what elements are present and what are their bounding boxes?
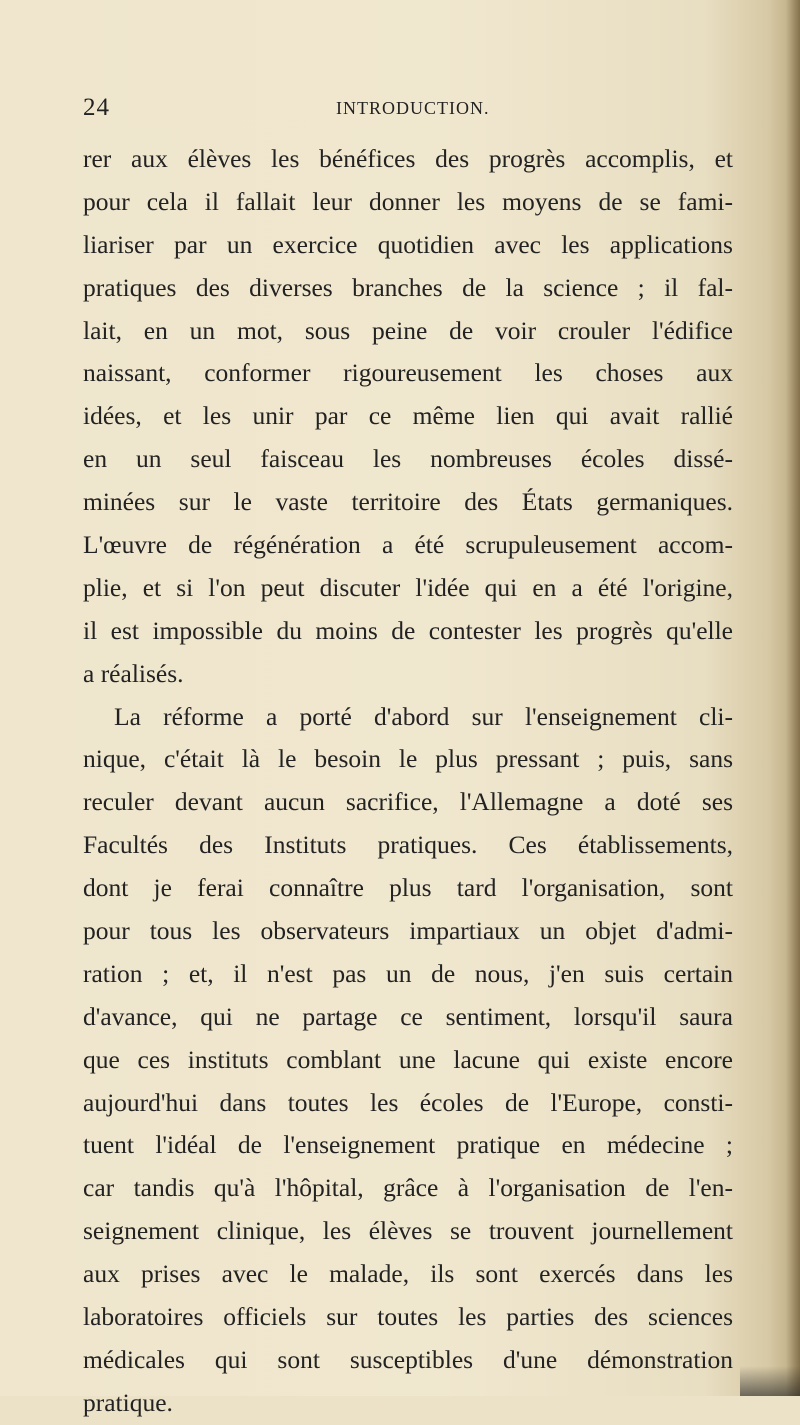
running-head: INTRODUCTION. bbox=[336, 98, 490, 118]
text-line: lait, en un mot, sous peine de voir crouler l'édifice bbox=[83, 315, 733, 345]
text-line: pratique. bbox=[83, 1387, 173, 1417]
text-line: ration ; et, il n'est pas un de nous, j'en suis certain bbox=[83, 958, 733, 988]
page-number: 24 bbox=[83, 94, 110, 121]
text-line: liariser par un exercice quotidien avec les applications bbox=[83, 229, 733, 259]
text-line: plie, et si l'on peut discuter l'idée qui en a été l'origine, bbox=[83, 572, 733, 602]
page-edge-shadow bbox=[786, 0, 800, 1396]
body-text bbox=[83, 138, 733, 1425]
page-corner-shadow bbox=[740, 1366, 800, 1396]
text-line: laboratoires officiels sur toutes les parties des sciences bbox=[83, 1302, 733, 1332]
text-line: La réforme a porté d'abord sur l'enseignement cli- bbox=[114, 701, 733, 731]
text-line: naissant, conformer rigoureusement les choses aux bbox=[83, 358, 733, 388]
text-line: nique, c'était là le besoin le plus pressant ; puis, sans bbox=[83, 744, 733, 774]
text-line: seignement clinique, les élèves se trouvent journellement bbox=[83, 1216, 733, 1246]
text-line: médicales qui sont susceptibles d'une démonstration bbox=[83, 1344, 733, 1374]
text-line: aux prises avec le malade, ils sont exercés dans les bbox=[83, 1259, 733, 1289]
text-line: minées sur le vaste territoire des États germaniques. bbox=[83, 487, 733, 517]
text-line: tuent l'idéal de l'enseignement pratique en médecine ; bbox=[83, 1130, 733, 1160]
text-line: pour cela il fallait leur donner les moyens de se fami- bbox=[83, 186, 733, 216]
text-line: que ces instituts comblant une lacune qui existe encore bbox=[83, 1044, 733, 1074]
text-line: reculer devant aucun sacrifice, l'Allemagne a doté ses bbox=[83, 787, 733, 817]
text-line: car tandis qu'à l'hôpital, grâce à l'organisation de l'en- bbox=[83, 1173, 733, 1203]
text-line: a réalisés. bbox=[83, 658, 184, 688]
text-line: dont je ferai connaître plus tard l'organisation, sont bbox=[83, 873, 733, 903]
text-line: Facultés des Instituts pratiques. Ces établissements, bbox=[83, 830, 733, 860]
text-line: aujourd'hui dans toutes les écoles de l'Europe, consti- bbox=[83, 1087, 733, 1117]
text-line: pratiques des diverses branches de la science ; il fal- bbox=[83, 272, 733, 302]
text-line: idées, et les unir par ce même lien qui avait rallié bbox=[83, 401, 733, 431]
text-line: L'œuvre de régénération a été scrupuleusement accom- bbox=[83, 530, 733, 560]
text-line: pour tous les observateurs impartiaux un objet d'admi- bbox=[83, 916, 733, 946]
text-line: en un seul faisceau les nombreuses écoles dissé- bbox=[83, 444, 733, 474]
page-header bbox=[83, 94, 733, 134]
text-line: d'avance, qui ne partage ce sentiment, lorsqu'il saura bbox=[83, 1001, 733, 1031]
text-line: il est impossible du moins de contester les progrès qu'elle bbox=[83, 615, 733, 645]
text-line: rer aux élèves les bénéfices des progrès accomplis, et bbox=[83, 144, 733, 173]
